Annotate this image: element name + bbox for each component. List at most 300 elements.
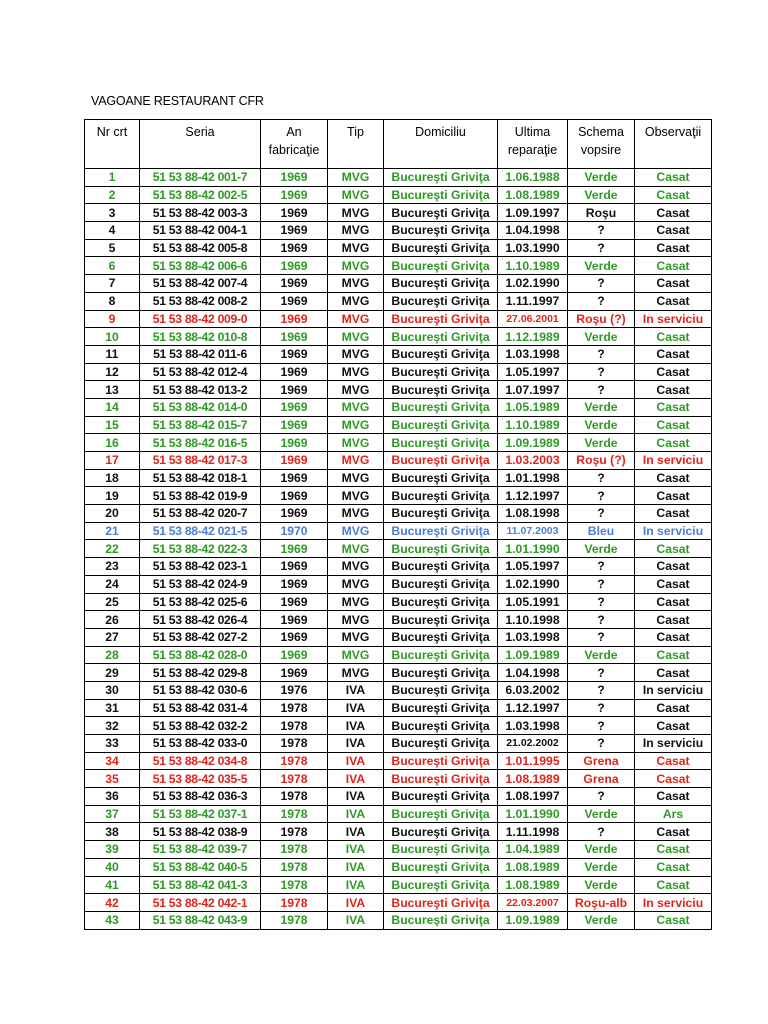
nr-crt-cell: 6 bbox=[85, 257, 140, 275]
nr-crt-cell: 24 bbox=[85, 575, 140, 593]
nr-crt-cell: 3 bbox=[85, 204, 140, 222]
nr-crt-cell: 30 bbox=[85, 681, 140, 699]
tip-cell: IVA bbox=[328, 894, 384, 912]
tip-cell: MVG bbox=[328, 434, 384, 452]
reparatie-cell: 1.03.1998 bbox=[498, 345, 568, 363]
seria-cell: 51 53 88-42 025-6 bbox=[140, 593, 261, 611]
schema-cell: ? bbox=[568, 681, 635, 699]
seria-cell: 51 53 88-42 002-5 bbox=[140, 186, 261, 204]
nr-crt-cell: 7 bbox=[85, 275, 140, 293]
an-cell: 1969 bbox=[261, 381, 328, 399]
nr-crt-cell: 29 bbox=[85, 664, 140, 682]
tip-cell: MVG bbox=[328, 257, 384, 275]
reparatie-cell: 1.09.1989 bbox=[498, 434, 568, 452]
seria-cell: 51 53 88-42 032-2 bbox=[140, 717, 261, 735]
tip-cell: MVG bbox=[328, 398, 384, 416]
table-row bbox=[85, 558, 712, 576]
table-row bbox=[85, 575, 712, 593]
an-cell: 1969 bbox=[261, 540, 328, 558]
nr-crt-cell: 31 bbox=[85, 699, 140, 717]
observatii-cell: Casat bbox=[635, 752, 712, 770]
schema-cell: Roşu (?) bbox=[568, 310, 635, 328]
tip-cell: IVA bbox=[328, 911, 384, 929]
reparatie-cell: 27.06.2001 bbox=[498, 310, 568, 328]
observatii-cell: Casat bbox=[635, 328, 712, 346]
reparatie-cell: 1.05.1991 bbox=[498, 593, 568, 611]
domiciliu-cell: Bucureşti Griviţa bbox=[384, 681, 498, 699]
seria-cell: 51 53 88-42 021-5 bbox=[140, 522, 261, 540]
tip-cell: IVA bbox=[328, 805, 384, 823]
table-row bbox=[85, 239, 712, 257]
seria-cell: 51 53 88-42 036-3 bbox=[140, 788, 261, 806]
seria-cell: 51 53 88-42 029-8 bbox=[140, 664, 261, 682]
reparatie-cell: 1.08.1989 bbox=[498, 876, 568, 894]
nr-crt-cell: 25 bbox=[85, 593, 140, 611]
tip-cell: IVA bbox=[328, 681, 384, 699]
seria-cell: 51 53 88-42 012-4 bbox=[140, 363, 261, 381]
observatii-cell: Casat bbox=[635, 770, 712, 788]
seria-cell: 51 53 88-42 042-1 bbox=[140, 894, 261, 912]
domiciliu-cell: Bucureşti Griviţa bbox=[384, 646, 498, 664]
reparatie-cell: 1.03.1998 bbox=[498, 717, 568, 735]
table-row bbox=[85, 522, 712, 540]
schema-cell: ? bbox=[568, 345, 635, 363]
schema-cell: ? bbox=[568, 593, 635, 611]
reparatie-cell: 1.09.1989 bbox=[498, 911, 568, 929]
schema-cell: Roşu bbox=[568, 204, 635, 222]
nr-crt-cell: 40 bbox=[85, 858, 140, 876]
domiciliu-cell: Bucureşti Griviţa bbox=[384, 664, 498, 682]
domiciliu-cell: Bucureşti Griviţa bbox=[384, 841, 498, 859]
schema-cell: Verde bbox=[568, 169, 635, 187]
nr-crt-cell: 35 bbox=[85, 770, 140, 788]
domiciliu-cell: Bucureşti Griviţa bbox=[384, 735, 498, 753]
tip-cell: MVG bbox=[328, 593, 384, 611]
wagons-table bbox=[84, 119, 712, 930]
seria-cell: 51 53 88-42 001-7 bbox=[140, 169, 261, 187]
observatii-cell: Casat bbox=[635, 628, 712, 646]
an-cell: 1969 bbox=[261, 292, 328, 310]
header-domiciliu: Domiciliu bbox=[384, 120, 498, 169]
seria-cell: 51 53 88-42 022-3 bbox=[140, 540, 261, 558]
tip-cell: IVA bbox=[328, 788, 384, 806]
schema-cell: Verde bbox=[568, 805, 635, 823]
seria-cell: 51 53 88-42 013-2 bbox=[140, 381, 261, 399]
domiciliu-cell: Bucureşti Griviţa bbox=[384, 204, 498, 222]
table-row bbox=[85, 858, 712, 876]
seria-cell: 51 53 88-42 027-2 bbox=[140, 628, 261, 646]
schema-cell: Verde bbox=[568, 858, 635, 876]
observatii-cell: Casat bbox=[635, 381, 712, 399]
seria-cell: 51 53 88-42 037-1 bbox=[140, 805, 261, 823]
an-cell: 1969 bbox=[261, 558, 328, 576]
seria-cell: 51 53 88-42 017-3 bbox=[140, 452, 261, 470]
tip-cell: IVA bbox=[328, 717, 384, 735]
domiciliu-cell: Bucureşti Griviţa bbox=[384, 398, 498, 416]
seria-cell: 51 53 88-42 030-6 bbox=[140, 681, 261, 699]
an-cell: 1969 bbox=[261, 204, 328, 222]
header-tip: Tip bbox=[328, 120, 384, 169]
domiciliu-cell: Bucureşti Griviţa bbox=[384, 894, 498, 912]
schema-cell: ? bbox=[568, 823, 635, 841]
table-row bbox=[85, 876, 712, 894]
seria-cell: 51 53 88-42 008-2 bbox=[140, 292, 261, 310]
an-cell: 1978 bbox=[261, 805, 328, 823]
domiciliu-cell: Bucureşti Griviţa bbox=[384, 381, 498, 399]
an-cell: 1978 bbox=[261, 894, 328, 912]
tip-cell: MVG bbox=[328, 381, 384, 399]
table-row bbox=[85, 911, 712, 929]
schema-cell: ? bbox=[568, 275, 635, 293]
domiciliu-cell: Bucureşti Griviţa bbox=[384, 222, 498, 240]
seria-cell: 51 53 88-42 004-1 bbox=[140, 222, 261, 240]
schema-cell: ? bbox=[568, 611, 635, 629]
reparatie-cell: 1.01.1990 bbox=[498, 805, 568, 823]
nr-crt-cell: 36 bbox=[85, 788, 140, 806]
an-cell: 1978 bbox=[261, 699, 328, 717]
an-cell: 1978 bbox=[261, 735, 328, 753]
reparatie-cell: 1.10.1998 bbox=[498, 611, 568, 629]
observatii-cell: Casat bbox=[635, 823, 712, 841]
nr-crt-cell: 37 bbox=[85, 805, 140, 823]
table-row bbox=[85, 169, 712, 187]
an-cell: 1978 bbox=[261, 770, 328, 788]
an-cell: 1969 bbox=[261, 593, 328, 611]
reparatie-cell: 1.11.1998 bbox=[498, 823, 568, 841]
an-cell: 1969 bbox=[261, 664, 328, 682]
table-row bbox=[85, 505, 712, 523]
reparatie-cell: 1.02.1990 bbox=[498, 275, 568, 293]
table-row bbox=[85, 310, 712, 328]
observatii-cell: Casat bbox=[635, 345, 712, 363]
reparatie-cell: 1.03.2003 bbox=[498, 452, 568, 470]
domiciliu-cell: Bucureşti Griviţa bbox=[384, 788, 498, 806]
tip-cell: IVA bbox=[328, 752, 384, 770]
tip-cell: MVG bbox=[328, 487, 384, 505]
observatii-cell: Casat bbox=[635, 186, 712, 204]
table-row bbox=[85, 646, 712, 664]
observatii-cell: Casat bbox=[635, 646, 712, 664]
nr-crt-cell: 33 bbox=[85, 735, 140, 753]
an-cell: 1969 bbox=[261, 363, 328, 381]
domiciliu-cell: Bucureşti Griviţa bbox=[384, 575, 498, 593]
domiciliu-cell: Bucureşti Griviţa bbox=[384, 363, 498, 381]
observatii-cell: Casat bbox=[635, 169, 712, 187]
tip-cell: MVG bbox=[328, 469, 384, 487]
header-schema-vopsire: Schema vopsire bbox=[568, 120, 635, 169]
domiciliu-cell: Bucureşti Griviţa bbox=[384, 310, 498, 328]
observatii-cell: Casat bbox=[635, 858, 712, 876]
an-cell: 1969 bbox=[261, 328, 328, 346]
seria-cell: 51 53 88-42 014-0 bbox=[140, 398, 261, 416]
domiciliu-cell: Bucureşti Griviţa bbox=[384, 911, 498, 929]
reparatie-cell: 1.08.1989 bbox=[498, 186, 568, 204]
nr-crt-cell: 23 bbox=[85, 558, 140, 576]
an-cell: 1969 bbox=[261, 398, 328, 416]
header-seria: Seria bbox=[140, 120, 261, 169]
table-row bbox=[85, 805, 712, 823]
reparatie-cell: 11.07.2003 bbox=[498, 522, 568, 540]
schema-cell: ? bbox=[568, 363, 635, 381]
table-row bbox=[85, 894, 712, 912]
nr-crt-cell: 26 bbox=[85, 611, 140, 629]
tip-cell: MVG bbox=[328, 275, 384, 293]
tip-cell: MVG bbox=[328, 310, 384, 328]
schema-cell: ? bbox=[568, 735, 635, 753]
domiciliu-cell: Bucureşti Griviţa bbox=[384, 345, 498, 363]
table-row bbox=[85, 398, 712, 416]
tip-cell: MVG bbox=[328, 363, 384, 381]
observatii-cell: In serviciu bbox=[635, 452, 712, 470]
domiciliu-cell: Bucureşti Griviţa bbox=[384, 823, 498, 841]
seria-cell: 51 53 88-42 041-3 bbox=[140, 876, 261, 894]
reparatie-cell: 1.06.1988 bbox=[498, 169, 568, 187]
tip-cell: MVG bbox=[328, 239, 384, 257]
nr-crt-cell: 39 bbox=[85, 841, 140, 859]
table-row bbox=[85, 452, 712, 470]
tip-cell: MVG bbox=[328, 345, 384, 363]
seria-cell: 51 53 88-42 010-8 bbox=[140, 328, 261, 346]
table-row bbox=[85, 788, 712, 806]
tip-cell: MVG bbox=[328, 186, 384, 204]
observatii-cell: Casat bbox=[635, 841, 712, 859]
seria-cell: 51 53 88-42 024-9 bbox=[140, 575, 261, 593]
nr-crt-cell: 32 bbox=[85, 717, 140, 735]
observatii-cell: Casat bbox=[635, 611, 712, 629]
header-observatii: Observaţii bbox=[635, 120, 712, 169]
table-row bbox=[85, 752, 712, 770]
observatii-cell: Casat bbox=[635, 876, 712, 894]
tip-cell: MVG bbox=[328, 169, 384, 187]
table-body bbox=[85, 169, 712, 930]
reparatie-cell: 1.08.1997 bbox=[498, 788, 568, 806]
reparatie-cell: 6.03.2002 bbox=[498, 681, 568, 699]
nr-crt-cell: 34 bbox=[85, 752, 140, 770]
reparatie-cell: 1.12.1989 bbox=[498, 328, 568, 346]
reparatie-cell: 1.01.1990 bbox=[498, 540, 568, 558]
table-header-row bbox=[85, 120, 712, 169]
reparatie-cell: 1.08.1998 bbox=[498, 505, 568, 523]
reparatie-cell: 1.12.1997 bbox=[498, 699, 568, 717]
observatii-cell: Casat bbox=[635, 664, 712, 682]
an-cell: 1969 bbox=[261, 186, 328, 204]
observatii-cell: Casat bbox=[635, 575, 712, 593]
nr-crt-cell: 15 bbox=[85, 416, 140, 434]
table-row bbox=[85, 186, 712, 204]
table-row bbox=[85, 204, 712, 222]
tip-cell: MVG bbox=[328, 505, 384, 523]
schema-cell: Verde bbox=[568, 876, 635, 894]
an-cell: 1978 bbox=[261, 911, 328, 929]
seria-cell: 51 53 88-42 023-1 bbox=[140, 558, 261, 576]
table-row bbox=[85, 257, 712, 275]
nr-crt-cell: 12 bbox=[85, 363, 140, 381]
reparatie-cell: 1.10.1989 bbox=[498, 416, 568, 434]
tip-cell: MVG bbox=[328, 522, 384, 540]
seria-cell: 51 53 88-42 039-7 bbox=[140, 841, 261, 859]
reparatie-cell: 1.03.1998 bbox=[498, 628, 568, 646]
domiciliu-cell: Bucureşti Griviţa bbox=[384, 452, 498, 470]
reparatie-cell: 1.05.1997 bbox=[498, 558, 568, 576]
domiciliu-cell: Bucureşti Griviţa bbox=[384, 752, 498, 770]
schema-cell: Verde bbox=[568, 540, 635, 558]
nr-crt-cell: 5 bbox=[85, 239, 140, 257]
tip-cell: IVA bbox=[328, 841, 384, 859]
schema-cell: ? bbox=[568, 558, 635, 576]
schema-cell: ? bbox=[568, 222, 635, 240]
header-ultima-reparatie: Ultima reparaţie bbox=[498, 120, 568, 169]
an-cell: 1969 bbox=[261, 257, 328, 275]
tip-cell: MVG bbox=[328, 646, 384, 664]
reparatie-cell: 1.11.1997 bbox=[498, 292, 568, 310]
table-row bbox=[85, 841, 712, 859]
seria-cell: 51 53 88-42 034-8 bbox=[140, 752, 261, 770]
table-row bbox=[85, 416, 712, 434]
tip-cell: IVA bbox=[328, 770, 384, 788]
domiciliu-cell: Bucureşti Griviţa bbox=[384, 770, 498, 788]
observatii-cell: Casat bbox=[635, 469, 712, 487]
an-cell: 1969 bbox=[261, 469, 328, 487]
reparatie-cell: 1.12.1997 bbox=[498, 487, 568, 505]
schema-cell: ? bbox=[568, 788, 635, 806]
seria-cell: 51 53 88-42 006-6 bbox=[140, 257, 261, 275]
domiciliu-cell: Bucureşti Griviţa bbox=[384, 558, 498, 576]
observatii-cell: Casat bbox=[635, 505, 712, 523]
reparatie-cell: 1.03.1990 bbox=[498, 239, 568, 257]
reparatie-cell: 22.03.2007 bbox=[498, 894, 568, 912]
reparatie-cell: 1.01.1995 bbox=[498, 752, 568, 770]
schema-cell: Verde bbox=[568, 257, 635, 275]
observatii-cell: Casat bbox=[635, 788, 712, 806]
domiciliu-cell: Bucureşti Griviţa bbox=[384, 434, 498, 452]
reparatie-cell: 1.10.1989 bbox=[498, 257, 568, 275]
table-row bbox=[85, 593, 712, 611]
tip-cell: MVG bbox=[328, 628, 384, 646]
table-row bbox=[85, 540, 712, 558]
domiciliu-cell: Bucureşti Griviţa bbox=[384, 239, 498, 257]
an-cell: 1978 bbox=[261, 876, 328, 894]
schema-cell: Verde bbox=[568, 434, 635, 452]
tip-cell: MVG bbox=[328, 664, 384, 682]
schema-cell: Verde bbox=[568, 911, 635, 929]
nr-crt-cell: 27 bbox=[85, 628, 140, 646]
table-row bbox=[85, 823, 712, 841]
reparatie-cell: 1.04.1998 bbox=[498, 222, 568, 240]
seria-cell: 51 53 88-42 007-4 bbox=[140, 275, 261, 293]
nr-crt-cell: 38 bbox=[85, 823, 140, 841]
domiciliu-cell: Bucureşti Griviţa bbox=[384, 540, 498, 558]
an-cell: 1969 bbox=[261, 434, 328, 452]
table-row bbox=[85, 735, 712, 753]
seria-cell: 51 53 88-42 038-9 bbox=[140, 823, 261, 841]
nr-crt-cell: 22 bbox=[85, 540, 140, 558]
observatii-cell: Casat bbox=[635, 398, 712, 416]
domiciliu-cell: Bucureşti Griviţa bbox=[384, 876, 498, 894]
reparatie-cell: 1.04.1998 bbox=[498, 664, 568, 682]
observatii-cell: Casat bbox=[635, 239, 712, 257]
schema-cell: Verde bbox=[568, 328, 635, 346]
domiciliu-cell: Bucureşti Griviţa bbox=[384, 505, 498, 523]
domiciliu-cell: Bucureşti Griviţa bbox=[384, 487, 498, 505]
reparatie-cell: 1.05.1989 bbox=[498, 398, 568, 416]
an-cell: 1969 bbox=[261, 452, 328, 470]
observatii-cell: Casat bbox=[635, 717, 712, 735]
observatii-cell: Casat bbox=[635, 593, 712, 611]
tip-cell: MVG bbox=[328, 558, 384, 576]
tip-cell: MVG bbox=[328, 416, 384, 434]
an-cell: 1969 bbox=[261, 239, 328, 257]
nr-crt-cell: 16 bbox=[85, 434, 140, 452]
seria-cell: 51 53 88-42 015-7 bbox=[140, 416, 261, 434]
seria-cell: 51 53 88-42 035-5 bbox=[140, 770, 261, 788]
domiciliu-cell: Bucureşti Griviţa bbox=[384, 858, 498, 876]
seria-cell: 51 53 88-42 011-6 bbox=[140, 345, 261, 363]
an-cell: 1969 bbox=[261, 628, 328, 646]
observatii-cell: Casat bbox=[635, 363, 712, 381]
domiciliu-cell: Bucureşti Griviţa bbox=[384, 717, 498, 735]
nr-crt-cell: 21 bbox=[85, 522, 140, 540]
an-cell: 1978 bbox=[261, 788, 328, 806]
nr-crt-cell: 42 bbox=[85, 894, 140, 912]
seria-cell: 51 53 88-42 018-1 bbox=[140, 469, 261, 487]
table-row bbox=[85, 770, 712, 788]
domiciliu-cell: Bucureşti Griviţa bbox=[384, 169, 498, 187]
tip-cell: IVA bbox=[328, 699, 384, 717]
reparatie-cell: 1.09.1989 bbox=[498, 646, 568, 664]
schema-cell: ? bbox=[568, 717, 635, 735]
schema-cell: ? bbox=[568, 292, 635, 310]
tip-cell: IVA bbox=[328, 823, 384, 841]
header-an-fabricatie: An fabricaţie bbox=[261, 120, 328, 169]
schema-cell: ? bbox=[568, 505, 635, 523]
nr-crt-cell: 18 bbox=[85, 469, 140, 487]
header-nr-crt: Nr crt bbox=[85, 120, 140, 169]
observatii-cell: Casat bbox=[635, 275, 712, 293]
schema-cell: ? bbox=[568, 381, 635, 399]
table-row bbox=[85, 628, 712, 646]
seria-cell: 51 53 88-42 033-0 bbox=[140, 735, 261, 753]
domiciliu-cell: Bucureşti Griviţa bbox=[384, 593, 498, 611]
table-row bbox=[85, 275, 712, 293]
nr-crt-cell: 19 bbox=[85, 487, 140, 505]
an-cell: 1969 bbox=[261, 416, 328, 434]
table-row bbox=[85, 363, 712, 381]
table-row bbox=[85, 717, 712, 735]
schema-cell: ? bbox=[568, 239, 635, 257]
observatii-cell: Casat bbox=[635, 257, 712, 275]
tip-cell: MVG bbox=[328, 611, 384, 629]
seria-cell: 51 53 88-42 026-4 bbox=[140, 611, 261, 629]
reparatie-cell: 21.02.2002 bbox=[498, 735, 568, 753]
nr-crt-cell: 9 bbox=[85, 310, 140, 328]
domiciliu-cell: Bucureşti Griviţa bbox=[384, 328, 498, 346]
table-row bbox=[85, 487, 712, 505]
schema-cell: ? bbox=[568, 469, 635, 487]
tip-cell: MVG bbox=[328, 292, 384, 310]
table-row bbox=[85, 434, 712, 452]
domiciliu-cell: Bucureşti Griviţa bbox=[384, 522, 498, 540]
an-cell: 1969 bbox=[261, 487, 328, 505]
observatii-cell: In serviciu bbox=[635, 310, 712, 328]
domiciliu-cell: Bucureşti Griviţa bbox=[384, 611, 498, 629]
tip-cell: MVG bbox=[328, 204, 384, 222]
reparatie-cell: 1.01.1998 bbox=[498, 469, 568, 487]
table-row bbox=[85, 469, 712, 487]
seria-cell: 51 53 88-42 009-0 bbox=[140, 310, 261, 328]
domiciliu-cell: Bucureşti Griviţa bbox=[384, 292, 498, 310]
domiciliu-cell: Bucureşti Griviţa bbox=[384, 416, 498, 434]
an-cell: 1969 bbox=[261, 505, 328, 523]
